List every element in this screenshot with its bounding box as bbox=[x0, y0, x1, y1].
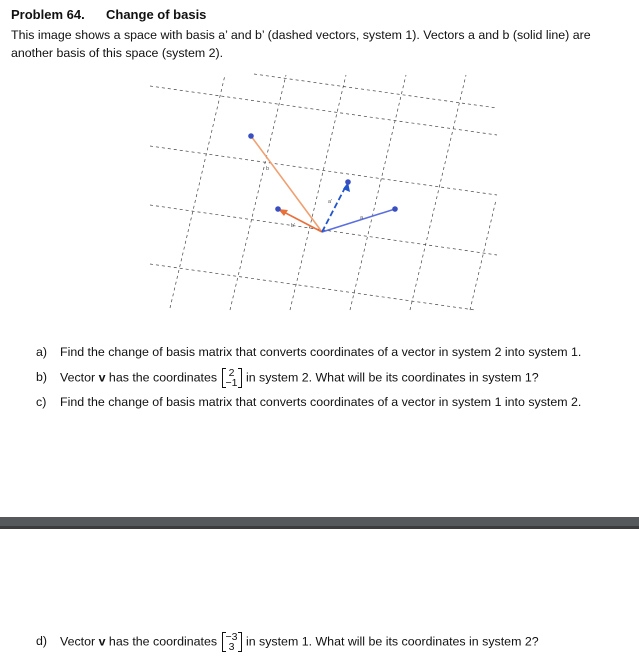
question-d: d) Vector v has the coordinates −3 3 in system 1. What will be its coordinates in system 2? bbox=[36, 631, 539, 653]
point-a-tip bbox=[392, 206, 398, 212]
question-b-label: b) bbox=[36, 370, 48, 385]
vector-v: v bbox=[98, 634, 106, 649]
point-b-prime-tip bbox=[275, 206, 281, 212]
problem-number: Problem 64. bbox=[11, 7, 85, 22]
point-b-tip bbox=[248, 133, 254, 139]
problem-intro: This image shows a space with basis a’ and b’ (dashed vectors, system 1). Vectors a and b (solid line) are another basis of this space (system 2). bbox=[11, 28, 591, 60]
question-c bbox=[36, 394, 581, 410]
question-c-text: Find the change of basis matrix that converts coordinates of a vector in system 1 into system 2. bbox=[60, 395, 582, 409]
label-a-prime: a' bbox=[328, 199, 333, 205]
page-divider bbox=[0, 517, 639, 529]
coordinates-matrix-b: 2 −1 bbox=[222, 368, 242, 388]
vector-v: v bbox=[98, 370, 106, 385]
question-a bbox=[36, 344, 581, 360]
question-d-label: d) bbox=[36, 634, 48, 649]
question-a-label: a) bbox=[36, 345, 48, 359]
basis-figure bbox=[140, 70, 500, 320]
question-b: b) Vector v has the coordinates 2 −1 in system 2. What will be its coordinates in system 1? bbox=[36, 367, 539, 389]
vector-b bbox=[251, 136, 322, 232]
label-b: b bbox=[266, 166, 270, 172]
question-c-label: c) bbox=[36, 395, 47, 409]
vectors bbox=[248, 133, 398, 232]
label-a: a bbox=[360, 215, 364, 221]
question-a-text: Find the change of basis matrix that converts coordinates of a vector in system 2 into system 1. bbox=[60, 345, 582, 359]
problem-heading bbox=[11, 7, 206, 22]
grid-lines bbox=[150, 74, 497, 310]
point-a-prime-tip bbox=[345, 179, 351, 185]
coordinates-matrix-d: −3 3 bbox=[222, 632, 242, 652]
problem-title: Change of basis bbox=[106, 7, 207, 22]
label-b-prime: b' bbox=[291, 223, 296, 229]
